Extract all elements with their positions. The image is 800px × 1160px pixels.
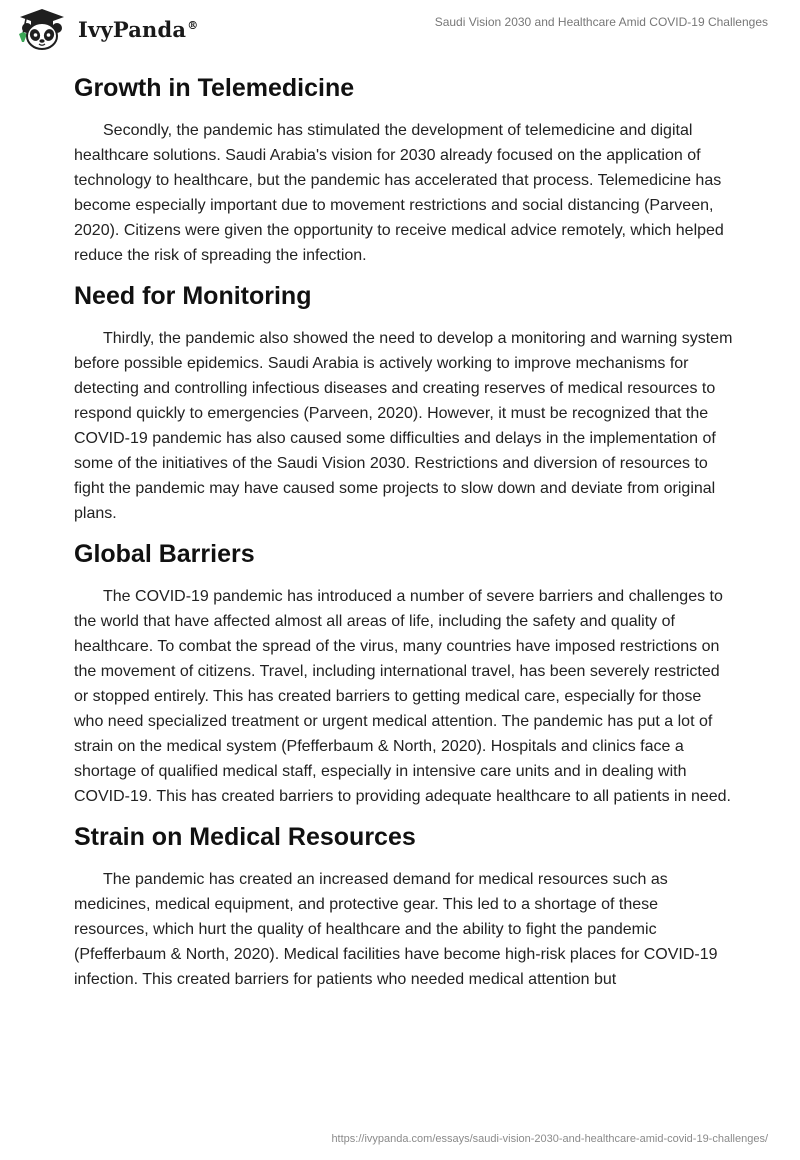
section-global-barriers xyxy=(74,536,734,809)
section-heading: Strain on Medical Resources xyxy=(74,823,416,851)
section-telemedicine xyxy=(74,70,734,268)
source-url[interactable]: https://ivypanda.com/essays/saudi-vision-2030-and-healthcare-amid-covid-19-challenges/ xyxy=(331,1133,768,1145)
panda-graduate-icon xyxy=(14,8,70,50)
section-heading: Global Barriers xyxy=(74,540,255,568)
registered-mark: ® xyxy=(187,18,199,32)
section-paragraph: Secondly, the pandemic has stimulated the development of telemedicine and digital healthcare solutions. Saudi Arabia's vision for 2030 already focused on the application of technology to healthcare, but the pandemic has accelerated that process. Telemedicine has become especially important due to movement restrictions and social distancing (Parveen, 2020). Citizens were given the opportunity to receive medical advice remotely, which helped reduce the risk of spreading the infection. xyxy=(74,122,724,264)
page-header xyxy=(0,0,800,60)
logo-text: IvyPanda® xyxy=(78,16,199,42)
ivypanda-logo[interactable] xyxy=(14,8,198,50)
section-heading: Growth in Telemedicine xyxy=(74,74,355,102)
document-title: Saudi Vision 2030 and Healthcare Amid COVID-19 Challenges xyxy=(434,15,768,29)
section-strain-resources xyxy=(74,819,734,992)
section-paragraph: The pandemic has created an increased demand for medical resources such as medicines, medical equipment, and protective gear. This led to a shortage of these resources, which hurt the quality of healthcare and the ability to fight the pandemic (Pfefferbaum & North, 2020). Medical facilities have become high-risk places for COVID-19 infection. This created barriers for patients who needed medical attention but xyxy=(74,871,718,988)
section-monitoring xyxy=(74,278,734,526)
section-heading: Need for Monitoring xyxy=(74,282,312,310)
section-paragraph: The COVID-19 pandemic has introduced a number of severe barriers and challenges to the world that have affected almost all areas of life, including the safety and quality of healthcare. To combat the spread of the virus, many countries have imposed restrictions on the movement of citizens. Travel, including international travel, has been severely restricted or stopped entirely. This has created barriers to getting medical care, especially for those who need specialized treatment or urgent medical attention. The pandemic has put a lot of strain on the medical system (Pfefferbaum & North, 2020). Hospitals and clinics face a shortage of qualified medical staff, especially in intensive care units and in dealing with COVID-19. This has created barriers to providing adequate healthcare to all patients in need. xyxy=(74,588,731,805)
article-body xyxy=(74,70,734,1002)
section-paragraph: Thirdly, the pandemic also showed the need to develop a monitoring and warning system before possible epidemics. Saudi Arabia is actively working to improve mechanisms for detecting and controlling infectious diseases and creating reserves of medical resources to respond quickly to emergencies (Parveen, 2020). However, it must be recognized that the COVID-19 pandemic has also caused some difficulties and delays in the implementation of some of the initiatives of the Saudi Vision 2030. Restrictions and diversion of resources to fight the pandemic may have caused some projects to slow down and deviate from original plans. xyxy=(74,330,733,522)
